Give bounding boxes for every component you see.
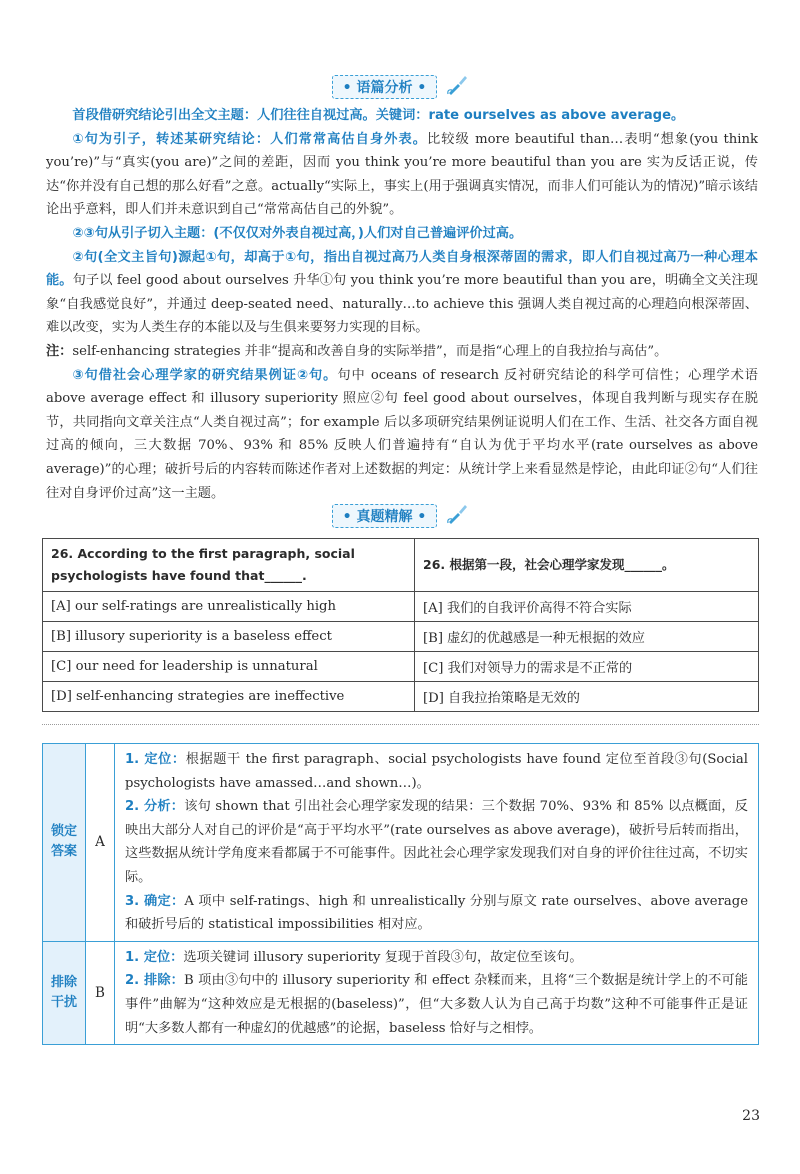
question-stem-zh: 26. 根据第一段，社会心理学家发现______。	[415, 539, 759, 592]
page-number: 23	[742, 1108, 760, 1124]
exam-section-heading	[0, 503, 800, 529]
question-stem-row	[43, 539, 759, 592]
analysis-paragraph-4	[46, 246, 758, 340]
lock-answer-body	[115, 744, 759, 942]
answer-step	[125, 795, 748, 889]
analysis-highlight-3: ②③句从引子切入主题：(不仅仅对外表自视过高，)人们对自己普遍评价过高。	[72, 225, 523, 241]
question-table	[42, 538, 759, 712]
lock-answer-letter: A	[86, 744, 115, 942]
note-label: 注：	[46, 343, 73, 359]
step-label: 1. 定位：	[125, 949, 184, 965]
step-text: 根据题干 the first paragraph、social psychologists have found 定位至首段③句(Social psychologists have amassed…and shown…)。	[125, 752, 748, 791]
exclude-letter: B	[86, 941, 115, 1044]
analysis-highlight-4: ②句(全文主旨句)源起①句，却高于①句，指出自视过高乃人类自身根深蒂固的需求，即人们自视过高乃一种心理本能。	[46, 249, 758, 289]
option-zh: [A] 我们的自我评价高得不符合实际	[415, 592, 759, 622]
analysis-body	[46, 104, 758, 505]
lock-answer-label: 锁定答案	[43, 744, 86, 942]
option-row	[43, 652, 759, 682]
step-label: 2. 排除：	[125, 973, 185, 989]
option-row	[43, 592, 759, 622]
exclude-row	[43, 941, 759, 1044]
answer-table	[42, 743, 759, 1045]
answer-step	[125, 946, 748, 970]
brush-icon	[446, 503, 468, 529]
exclude-label: 排除干扰	[43, 941, 86, 1044]
analysis-text-5: 句中 oceans of research 反衬研究结论的科学可信性；心理学术语 above average effect 和 illusory superiority 照应②句 feel good about ourselves，体现自我判断与现实存在脱节，共同指向文章关注点“人类自视过高”；for example 后以多项研究结果例证说明人们在工作、生活、社交各方面自视过高的倾向，三大数据 70%、93% 和 85% 反映人们普遍持有“自认为优于平均水平(rate ourselves as above average)”的心理；破折号后的内容转而陈述作者对上述数据的判定：从统计学上来看显然是悖论，由此印证②句“人们往往对自身评价过高”这一主题。	[46, 367, 758, 501]
analysis-highlight-1: 首段借研究结论引出全文主题：人们往往自视过高。关键词：rate ourselves as above average。	[72, 108, 685, 123]
analysis-highlight-2: ①句为引子，转述某研究结论：人们常常高估自身外表。	[72, 131, 428, 147]
analysis-text-4: 句子以 feel good about ourselves 升华①句 you think you’re more beautiful than you are，明确全文关注现象“自我感觉良好”，并通过 deep-seated need、naturally…to achieve this 强调人类自视过高的心理趋向根深蒂固、难以改变，实为人类生存的本能以及与生俱来要努力实现的目标。	[46, 273, 758, 336]
answer-step	[125, 748, 748, 795]
analysis-paragraph-2	[46, 128, 758, 222]
analysis-text-2: 比较级 more beautiful than…表明“想象(you think you’re)”与“真实(you are)”之间的差距，因而 you think you’re more beautiful than you are 实为反话正说，传达“你并没有自己想的那么好看”之意。actually“实际上，事实上(用于强调真实情况，而非人们可能认为的情况)”暗示该结论出乎意料，即人们并未意识到自己“常常高估自己的外貌”。	[46, 131, 758, 218]
exclude-body	[115, 941, 759, 1044]
answer-step	[125, 890, 748, 937]
analysis-highlight-5: ③句借社会心理学家的研究结果例证②句。	[72, 367, 338, 383]
option-row	[43, 682, 759, 712]
analysis-paragraph-1	[46, 104, 758, 128]
brush-icon	[446, 74, 468, 100]
analysis-section-heading	[0, 74, 800, 100]
step-label: 1. 定位：	[125, 752, 186, 767]
option-zh: [B] 虚幻的优越感是一种无根据的效应	[415, 622, 759, 652]
analysis-section-title: • 语篇分析 •	[332, 75, 438, 99]
step-text: A 项中 self-ratings、high 和 unrealistically 分别与原文 rate ourselves、above average 和破折号后的 statistical impossibilities 相对应。	[125, 893, 748, 933]
step-label: 3. 确定：	[125, 893, 185, 909]
step-text: 选项关键词 illusory superiority 复现于首段③句，故定位至该句。	[183, 949, 583, 965]
divider	[42, 724, 759, 725]
step-text: B 项由③句中的 illusory superiority 和 effect 杂糅而来，且将“三个数据是统计学上的不可能事件”曲解为“这种效应是无根据的(baseless)”，但“大多数人认为自己高于均数”这种不可能事件正是证明“大多数人都有一种虚幻的优越感”的论据，baseless 恰好与之相悖。	[125, 973, 748, 1036]
option-en: [D] self-enhancing strategies are ineffective	[43, 682, 415, 712]
option-en: [C] our need for leadership is unnatural	[43, 652, 415, 682]
exam-section-title: • 真题精解 •	[332, 504, 438, 528]
note-text: self-enhancing strategies 并非“提高和改善自身的实际举措”，而是指“心理上的自我拉抬与高估”。	[72, 343, 668, 359]
answer-step	[125, 969, 748, 1040]
option-zh: [D] 自我拉抬策略是无效的	[415, 682, 759, 712]
option-en: [B] illusory superiority is a baseless effect	[43, 622, 415, 652]
option-en: [A] our self-ratings are unrealistically high	[43, 592, 415, 622]
lock-answer-row	[43, 744, 759, 942]
option-zh: [C] 我们对领导力的需求是不正常的	[415, 652, 759, 682]
step-text: 该句 shown that 引出社会心理学家发现的结果：三个数据 70%、93% 和 85% 以点概面，反映出大部分人对自己的评价是“高于平均水平”(rate ourselves as above average)，破折号后转而指出，这些数据从统计学角度来看都属于不可能事件。因此社会心理学家发现我们对自身的评价往往过高，不切实际。	[125, 799, 748, 885]
analysis-paragraph-3	[46, 222, 758, 246]
analysis-paragraph-5	[46, 364, 758, 506]
analysis-note	[46, 340, 758, 364]
option-row	[43, 622, 759, 652]
step-label: 2. 分析：	[125, 799, 185, 815]
question-stem-en: 26. According to the first paragraph, social psychologists have found that______.	[43, 539, 415, 592]
